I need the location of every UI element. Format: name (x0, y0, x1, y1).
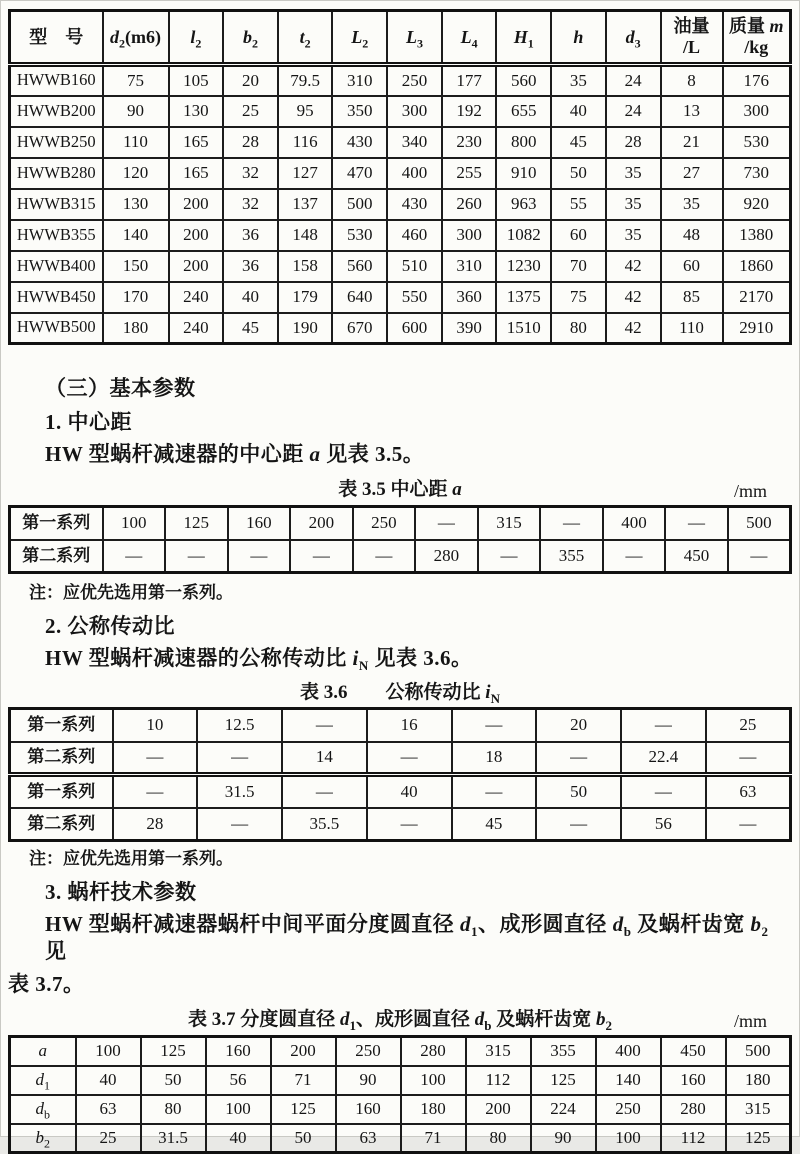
column-header: $d_3$ (606, 11, 661, 65)
table-cell: 125 (726, 1124, 791, 1153)
table-cell: 176 (723, 65, 791, 96)
table-cell: 600 (387, 313, 442, 344)
table-cell: 1230 (496, 251, 551, 282)
table-cell: — (621, 709, 706, 742)
table-row (10, 808, 791, 841)
table-cell: 80 (466, 1124, 531, 1153)
table-cell: 500 (728, 507, 791, 540)
row-label: $d_1$ (10, 1066, 76, 1095)
table-cell: — (197, 742, 282, 775)
row-label: HWWB200 (10, 96, 103, 127)
table-cell: — (113, 742, 198, 775)
table-cell: 40 (551, 96, 606, 127)
row-label: HWWB355 (10, 220, 103, 251)
table-cell: 40 (76, 1066, 141, 1095)
column-header: $t_2$ (278, 11, 333, 65)
table-cell: 560 (496, 65, 551, 96)
table-cell: 800 (496, 127, 551, 158)
table-cell: 963 (496, 189, 551, 220)
table-cell: 250 (336, 1037, 401, 1066)
table-cell: 125 (271, 1095, 336, 1124)
table-cell: — (536, 808, 621, 841)
table-cell: 56 (206, 1066, 271, 1095)
table-cell: 50 (536, 775, 621, 808)
column-header: 油量 /L (661, 11, 723, 65)
table-cell: — (165, 540, 228, 573)
section-heading: （三）基本参数 (45, 376, 196, 400)
table-cell: — (621, 775, 706, 808)
table-cell: — (536, 742, 621, 775)
table-cell: 200 (290, 507, 353, 540)
table-3-5-unit: /mm (733, 481, 767, 501)
table-cell: 8 (661, 65, 723, 96)
table-cell: 315 (478, 507, 541, 540)
table-cell: 42 (606, 313, 661, 344)
main-dimensions-table (8, 9, 792, 345)
table-cell: 200 (169, 220, 224, 251)
table-cell: 360 (442, 282, 497, 313)
worm-parameters-table (8, 1035, 792, 1154)
table-cell: — (603, 540, 666, 573)
table-cell: 280 (415, 540, 478, 573)
table-cell: 13 (661, 96, 723, 127)
table-cell: 190 (278, 313, 333, 344)
column-header: $l_2$ (169, 11, 224, 65)
table-cell: 25 (223, 96, 278, 127)
table-row (10, 540, 791, 573)
table-3-5-caption (8, 478, 792, 502)
table-cell: 36 (223, 251, 278, 282)
table-cell: 510 (387, 251, 442, 282)
table-cell: 50 (141, 1066, 206, 1095)
table-cell: 550 (387, 282, 442, 313)
table-cell: 280 (661, 1095, 726, 1124)
table-cell: 100 (596, 1124, 661, 1153)
table-cell: 90 (531, 1124, 596, 1153)
table-row (10, 1095, 791, 1124)
table-cell: 71 (271, 1066, 336, 1095)
table-row (10, 775, 791, 808)
table-cell: 240 (169, 282, 224, 313)
table-cell: 35 (551, 65, 606, 96)
table-cell: 240 (169, 313, 224, 344)
row-label: HWWB500 (10, 313, 103, 344)
table-cell: 75 (551, 282, 606, 313)
table-cell: 24 (606, 96, 661, 127)
table-cell: 1375 (496, 282, 551, 313)
table-cell: 300 (442, 220, 497, 251)
table-cell: 165 (169, 127, 224, 158)
table-cell: 130 (169, 96, 224, 127)
table-cell: — (478, 540, 541, 573)
table-cell: 125 (165, 507, 228, 540)
table-cell: 180 (103, 313, 169, 344)
table-cell: 158 (278, 251, 333, 282)
column-header: 型 号 (10, 11, 103, 65)
table-cell: 470 (332, 158, 387, 189)
table-cell: 20 (223, 65, 278, 96)
table-cell: 21 (661, 127, 723, 158)
table-cell: 95 (278, 96, 333, 127)
table-cell: 56 (621, 808, 706, 841)
table-cell: 1510 (496, 313, 551, 344)
table-cell: 45 (223, 313, 278, 344)
table-cell: 355 (531, 1037, 596, 1066)
paragraph-3-line-2: 表 3.7。 (8, 972, 85, 996)
table-cell: 160 (661, 1066, 726, 1095)
row-label: $d_b$ (10, 1095, 76, 1124)
table-cell: 125 (531, 1066, 596, 1095)
table-3-7-caption (8, 1008, 792, 1032)
row-label: HWWB280 (10, 158, 103, 189)
table-row (10, 158, 791, 189)
table-cell: 137 (278, 189, 333, 220)
table-cell: — (415, 507, 478, 540)
table-cell: — (113, 775, 198, 808)
row-label: $b_2$ (10, 1124, 76, 1153)
table-cell: 100 (76, 1037, 141, 1066)
row-label: 第一系列 (10, 709, 113, 742)
table-cell: 80 (551, 313, 606, 344)
table-cell: 179 (278, 282, 333, 313)
table-cell: 430 (332, 127, 387, 158)
table-cell: 280 (401, 1037, 466, 1066)
table-cell: 1380 (723, 220, 791, 251)
table-row (10, 251, 791, 282)
table-3-7-unit: /mm (733, 1011, 767, 1031)
table-cell: 1860 (723, 251, 791, 282)
table-cell: 640 (332, 282, 387, 313)
table-cell: 100 (401, 1066, 466, 1095)
table-cell: 300 (723, 96, 791, 127)
table-cell: 70 (551, 251, 606, 282)
table-cell: 450 (661, 1037, 726, 1066)
table-cell: 2910 (723, 313, 791, 344)
table-cell: 116 (278, 127, 333, 158)
table-cell: 100 (206, 1095, 271, 1124)
table-cell: 500 (332, 189, 387, 220)
table-cell: 35.5 (282, 808, 367, 841)
table-cell: 450 (665, 540, 728, 573)
table-cell: 35 (606, 220, 661, 251)
table-cell: 340 (387, 127, 442, 158)
table-cell: 27 (661, 158, 723, 189)
table-cell: 63 (336, 1124, 401, 1153)
table-cell: 50 (551, 158, 606, 189)
table-row (10, 507, 791, 540)
item-3-heading: 3. 蜗杆技术参数 (45, 880, 197, 904)
table-cell: 112 (661, 1124, 726, 1153)
table-cell: 250 (387, 65, 442, 96)
table-cell: 920 (723, 189, 791, 220)
table-cell: 32 (223, 158, 278, 189)
table-cell: 500 (726, 1037, 791, 1066)
table-cell: 355 (540, 540, 603, 573)
table-row (10, 127, 791, 158)
table-3-5-title: 表 3.5 中心距 a (338, 479, 462, 500)
table-cell: 40 (367, 775, 452, 808)
table-cell: 63 (706, 775, 791, 808)
table-cell: 310 (332, 65, 387, 96)
table-cell: 79.5 (278, 65, 333, 96)
table-cell: 75 (103, 65, 169, 96)
table-cell: 60 (661, 251, 723, 282)
table-cell: — (367, 742, 452, 775)
paragraph-3-line-1: HW 型蜗杆减速器蜗杆中间平面分度圆直径 $d_1$、成形圆直径 $d_b$ 及蜗杆齿宽 $b_2$ 见 (45, 912, 769, 963)
table-cell: 250 (353, 507, 416, 540)
table-cell: 148 (278, 220, 333, 251)
table-cell: 105 (169, 65, 224, 96)
column-header: $L_3$ (387, 11, 442, 65)
table-3-6-title: 表 3.6 公称传动比 $i_N$ (300, 682, 500, 706)
table-cell: 42 (606, 251, 661, 282)
table-cell: 42 (606, 282, 661, 313)
column-header: $d_2(m6)$ (103, 11, 169, 65)
table-row (10, 282, 791, 313)
paragraph-2: HW 型蜗杆减速器的公称传动比 $i_N$ 见表 3.6。 (45, 646, 473, 674)
row-label: 第一系列 (10, 507, 103, 540)
table-cell: 110 (103, 127, 169, 158)
table-cell: — (197, 808, 282, 841)
table-cell: 120 (103, 158, 169, 189)
table-cell: 63 (76, 1095, 141, 1124)
table-cell: 100 (103, 507, 166, 540)
table-cell: 400 (387, 158, 442, 189)
table-cell: 24 (606, 65, 661, 96)
table-cell: — (706, 742, 791, 775)
table-cell: 18 (452, 742, 537, 775)
table-cell: 224 (531, 1095, 596, 1124)
center-distance-table (8, 505, 792, 574)
table-cell: 22.4 (621, 742, 706, 775)
table-cell: 910 (496, 158, 551, 189)
table-cell: — (452, 775, 537, 808)
table-cell: 400 (603, 507, 666, 540)
table-cell: 35 (606, 158, 661, 189)
table-cell: 25 (706, 709, 791, 742)
table-row (10, 189, 791, 220)
table-cell: — (728, 540, 791, 573)
table-cell: 48 (661, 220, 723, 251)
column-header: h (551, 11, 606, 65)
table-cell: 200 (169, 189, 224, 220)
row-label: a (10, 1037, 76, 1066)
table-cell: 12.5 (197, 709, 282, 742)
table-row (10, 1124, 791, 1153)
table-row (10, 1066, 791, 1095)
table-cell: 140 (103, 220, 169, 251)
table-cell: 28 (223, 127, 278, 158)
table-row (10, 220, 791, 251)
table-cell: 1082 (496, 220, 551, 251)
table-row (10, 1037, 791, 1066)
table-cell: 90 (336, 1066, 401, 1095)
table-cell: 255 (442, 158, 497, 189)
table-cell: 90 (103, 96, 169, 127)
table-cell: 28 (113, 808, 198, 841)
table-cell: 2170 (723, 282, 791, 313)
table-cell: 530 (723, 127, 791, 158)
table-cell: 730 (723, 158, 791, 189)
table-cell: 200 (466, 1095, 531, 1124)
table-cell: 16 (367, 709, 452, 742)
table-cell: 192 (442, 96, 497, 127)
table-3-6-caption (8, 681, 792, 705)
table-cell: 50 (271, 1124, 336, 1153)
column-header: 质量 m /kg (723, 11, 791, 65)
table-cell: — (103, 540, 166, 573)
table-cell: — (282, 709, 367, 742)
row-label: 第二系列 (10, 742, 113, 775)
table-cell: 170 (103, 282, 169, 313)
table-cell: 45 (551, 127, 606, 158)
table-cell: 655 (496, 96, 551, 127)
table-cell: 14 (282, 742, 367, 775)
table-cell: 36 (223, 220, 278, 251)
table-cell: 260 (442, 189, 497, 220)
table-cell: 180 (401, 1095, 466, 1124)
table-cell: 32 (223, 189, 278, 220)
table-cell: 110 (661, 313, 723, 344)
table-cell: — (367, 808, 452, 841)
table-cell: — (665, 507, 728, 540)
item-2-heading: 2. 公称传动比 (45, 614, 175, 638)
table-cell: 140 (596, 1066, 661, 1095)
table-cell: 460 (387, 220, 442, 251)
row-label: HWWB315 (10, 189, 103, 220)
table-cell: 315 (726, 1095, 791, 1124)
row-label: HWWB250 (10, 127, 103, 158)
table-cell: 35 (606, 189, 661, 220)
row-label: 第一系列 (10, 775, 113, 808)
table-cell: 31.5 (197, 775, 282, 808)
table-cell: — (228, 540, 291, 573)
table-cell: — (353, 540, 416, 573)
row-label: 第二系列 (10, 808, 113, 841)
table-cell: — (290, 540, 353, 573)
column-header: $L_2$ (332, 11, 387, 65)
table-cell: 85 (661, 282, 723, 313)
table-cell: 40 (206, 1124, 271, 1153)
table-row (10, 313, 791, 344)
table-cell: 230 (442, 127, 497, 158)
table-row (10, 709, 791, 742)
row-label: 第二系列 (10, 540, 103, 573)
table-cell: 300 (387, 96, 442, 127)
table-cell: 350 (332, 96, 387, 127)
column-header: $b_2$ (223, 11, 278, 65)
table-cell: 127 (278, 158, 333, 189)
table-3-6-note: 注：应优先选用第一系列。 (29, 849, 233, 868)
table-cell: 390 (442, 313, 497, 344)
table-row (10, 65, 791, 96)
table-cell: 10 (113, 709, 198, 742)
table-3-7-title: 表 3.7 分度圆直径 $d_1$、成形圆直径 $d_b$ 及蜗杆齿宽 $b_2$ (187, 1009, 613, 1033)
table-cell: — (282, 775, 367, 808)
item-1-heading: 1. 中心距 (45, 410, 132, 434)
table-cell: 250 (596, 1095, 661, 1124)
column-header: $L_4$ (442, 11, 497, 65)
table-cell: 55 (551, 189, 606, 220)
table-cell: 560 (332, 251, 387, 282)
table-cell: 200 (271, 1037, 336, 1066)
transmission-ratio-table (8, 707, 792, 842)
table-cell: — (452, 709, 537, 742)
table-cell: 180 (726, 1066, 791, 1095)
row-label: HWWB160 (10, 65, 103, 96)
table-cell: 31.5 (141, 1124, 206, 1153)
table-cell: 530 (332, 220, 387, 251)
table-cell: 35 (661, 189, 723, 220)
table-cell: — (540, 507, 603, 540)
table-cell: 20 (536, 709, 621, 742)
table-cell: 177 (442, 65, 497, 96)
header-row (10, 11, 791, 65)
table-cell: 60 (551, 220, 606, 251)
table-cell: 160 (206, 1037, 271, 1066)
table-3-5-note: 注：应优先选用第一系列。 (29, 583, 233, 602)
table-cell: 315 (466, 1037, 531, 1066)
table-cell: 160 (228, 507, 291, 540)
table-cell: 670 (332, 313, 387, 344)
table-cell: — (706, 808, 791, 841)
table-cell: 80 (141, 1095, 206, 1124)
table-cell: 130 (103, 189, 169, 220)
table-cell: 430 (387, 189, 442, 220)
table-cell: 45 (452, 808, 537, 841)
table-cell: 40 (223, 282, 278, 313)
table-cell: 150 (103, 251, 169, 282)
table-cell: 125 (141, 1037, 206, 1066)
table-cell: 400 (596, 1037, 661, 1066)
table-cell: 310 (442, 251, 497, 282)
column-header: $H_1$ (496, 11, 551, 65)
table-cell: 200 (169, 251, 224, 282)
table-cell: 160 (336, 1095, 401, 1124)
row-label: HWWB400 (10, 251, 103, 282)
row-label: HWWB450 (10, 282, 103, 313)
table-cell: 165 (169, 158, 224, 189)
table-cell: 25 (76, 1124, 141, 1153)
table-row (10, 96, 791, 127)
paragraph-1: HW 型蜗杆减速器的中心距 a 见表 3.5。 (45, 442, 425, 466)
table-row (10, 742, 791, 775)
table-cell: 71 (401, 1124, 466, 1153)
table-cell: 112 (466, 1066, 531, 1095)
table-cell: 28 (606, 127, 661, 158)
